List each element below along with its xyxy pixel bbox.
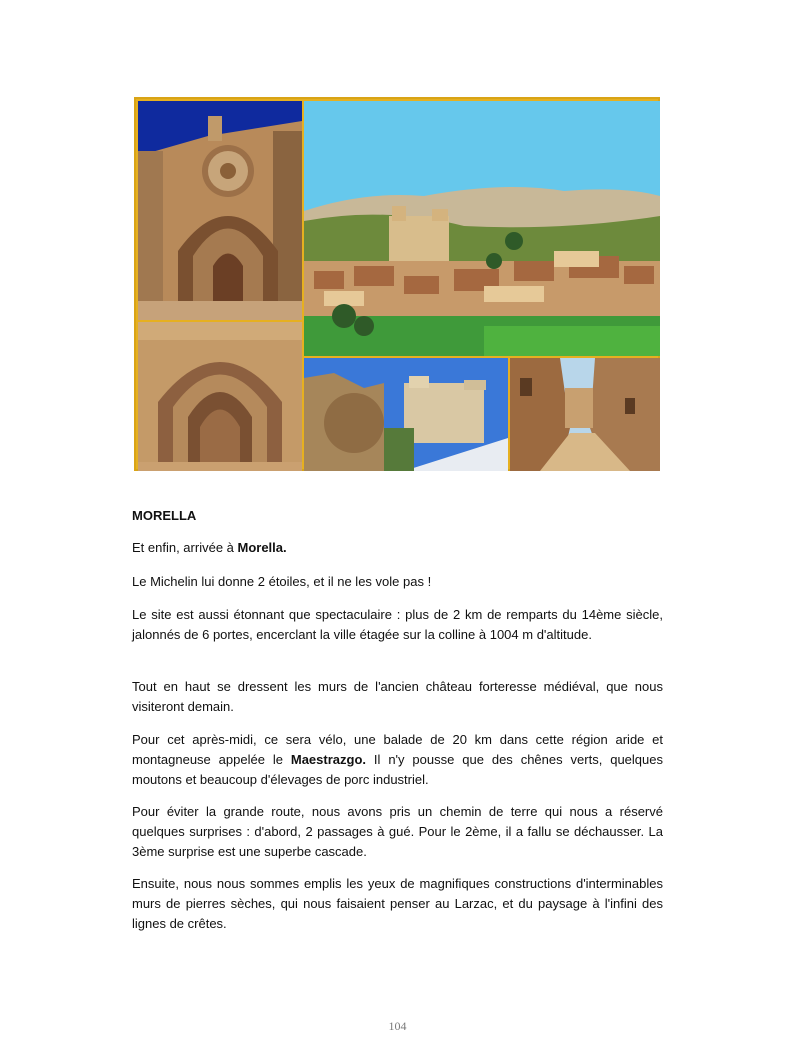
paragraph-bike-ride — [132, 730, 663, 790]
paragraph-surprises: Pour éviter la grande route, nous avons pris un chemin de terre qui nous a réservé quelques surprises : d'abord, 2 passages à gué. Pour le 2ème, il a fallu se déchausser. La 3ème surprise est une superbe cascade. — [132, 804, 663, 859]
paragraph-text: Et enfin, arrivée à — [132, 540, 238, 555]
gothic-portal-photo — [138, 322, 302, 471]
church-facade-photo — [138, 101, 302, 320]
paragraph-michelin: Le Michelin lui donne 2 étoiles, et il ne les vole pas ! — [132, 574, 432, 589]
paragraph-stone-walls: Ensuite, nous nous sommes emplis les yeux de magnifiques constructions d'interminables murs de pierres sèches, qui nous faisaient penser au Larzac, et du paysage à l'infini des lignes de crêtes. — [132, 876, 663, 931]
village-panorama-photo — [304, 101, 660, 356]
narrow-street-photo — [510, 358, 660, 471]
paragraph-site: Le site est aussi étonnant que spectaculaire : plus de 2 km de remparts du 14ème siècle, jalonnés de 6 portes, encerclant la ville étagée sur la colline à 1004 m d'altitude. — [132, 607, 663, 642]
paragraph-text: Il n'y pousse que des chênes verts, quelques moutons et beaucoup d'élevages de porc industriel. — [132, 752, 663, 787]
paragraph-castle: Tout en haut se dressent les murs de l'ancien château forteresse médiéval, que nous visiteront demain. — [132, 679, 663, 714]
castle-walls-photo — [304, 358, 508, 471]
paragraph-arrival — [132, 538, 663, 558]
paragraph-text: Pour cet après-midi, ce sera vélo, une balade de 20 km dans cette région aride et montagneuse appelée le — [132, 732, 663, 767]
section-title: MORELLA — [132, 508, 197, 523]
region-name-bold: Maestrazgo. — [290, 752, 367, 767]
photo-collage — [134, 97, 660, 471]
place-name-bold: Morella. — [237, 540, 287, 555]
page-number: 104 — [388, 1019, 407, 1033]
